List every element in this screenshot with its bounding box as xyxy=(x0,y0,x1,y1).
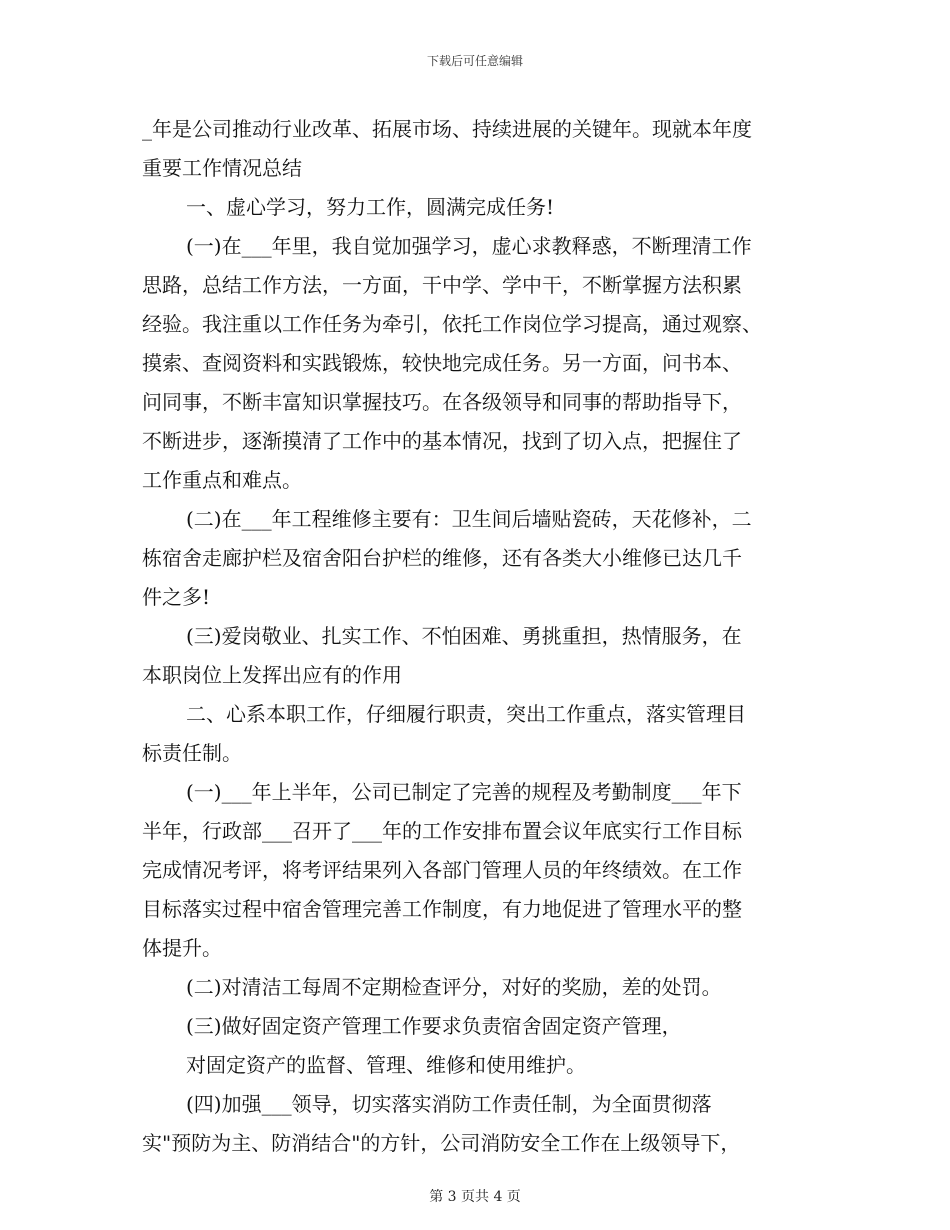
text-line: 经验。我注重以工作任务为牵引，依托工作岗位学习提高，通过观察、 xyxy=(142,312,762,336)
text-line: 半年，行政部___召开了___年的工作安排布置会议年底实行工作目标 xyxy=(142,819,742,843)
text-line: 体提升。 xyxy=(142,936,222,960)
text-line: 摸索、查阅资料和实践锻炼，较快地完成任务。另一方面，问书本、 xyxy=(142,351,742,375)
text-line: 重要工作情况总结 xyxy=(142,156,302,180)
text-line: 标责任制。 xyxy=(142,741,242,765)
text-line: (四)加强___领导，切实落实消防工作责任制，为全面贯彻落 xyxy=(186,1092,712,1116)
text-line: 对固定资产的监督、管理、维修和使用维护。 xyxy=(186,1053,586,1077)
text-line: 件之多! xyxy=(142,585,211,609)
text-line: 问同事，不断丰富知识掌握技巧。在各级领导和同事的帮助指导下， xyxy=(142,390,742,414)
text-line: 栋宿舍走廊护栏及宿舍阳台护栏的维修，还有各类大小维修已达几千 xyxy=(142,546,742,570)
page-header: 下载后可任意编辑 xyxy=(426,54,523,68)
text-line: 工作重点和难点。 xyxy=(142,468,302,492)
text-line: 思路，总结工作方法，一方面，干中学、学中干，不断掌握方法积累 xyxy=(142,273,742,297)
text-line: 本职岗位上发挥出应有的作用 xyxy=(142,663,402,687)
text-line: (二)在___年工程维修主要有：卫生间后墙贴瓷砖，天花修补，二 xyxy=(186,507,752,531)
text-line: (一)在___年里，我自觉加强学习，虚心求教释惑，不断理清工作 xyxy=(186,234,752,258)
text-line: 不断进步，逐渐摸清了工作中的基本情况，找到了切入点，把握住了 xyxy=(142,429,742,453)
text-line: (三)爱岗敬业、扎实工作、不怕困难、勇挑重担，热情服务，在 xyxy=(186,624,742,648)
text-line: 完成情况考评，将考评结果列入各部门管理人员的年终绩效。在工作 xyxy=(142,858,742,882)
text-line: 一、虚心学习，努力工作，圆满完成任务! xyxy=(186,195,555,219)
text-line: (三)做好固定资产管理工作要求负责宿舍固定资产管理， xyxy=(186,1014,682,1038)
text-line: (一)___年上半年，公司已制定了完善的规程及考勤制度___年下 xyxy=(186,780,742,804)
text-line: (二)对清洁工每周不定期检查评分，对好的奖励，差的处罚。 xyxy=(186,975,722,999)
text-line: 二、心系本职工作，仔细履行职责，突出工作重点，落实管理目 xyxy=(186,702,746,726)
text-line: _年是公司推动行业改革、拓展市场、持续进展的关键年。现就本年度 xyxy=(142,117,752,141)
text-line: 实"预防为主、防消结合"的方针，公司消防安全工作在上级领导下， xyxy=(142,1131,741,1155)
text-line: 目标落实过程中宿舍管理完善工作制度，有力地促进了管理水平的整 xyxy=(142,897,742,921)
page-footer: 第 3 页共 4 页 xyxy=(429,1189,521,1205)
document-body xyxy=(142,110,822,1163)
